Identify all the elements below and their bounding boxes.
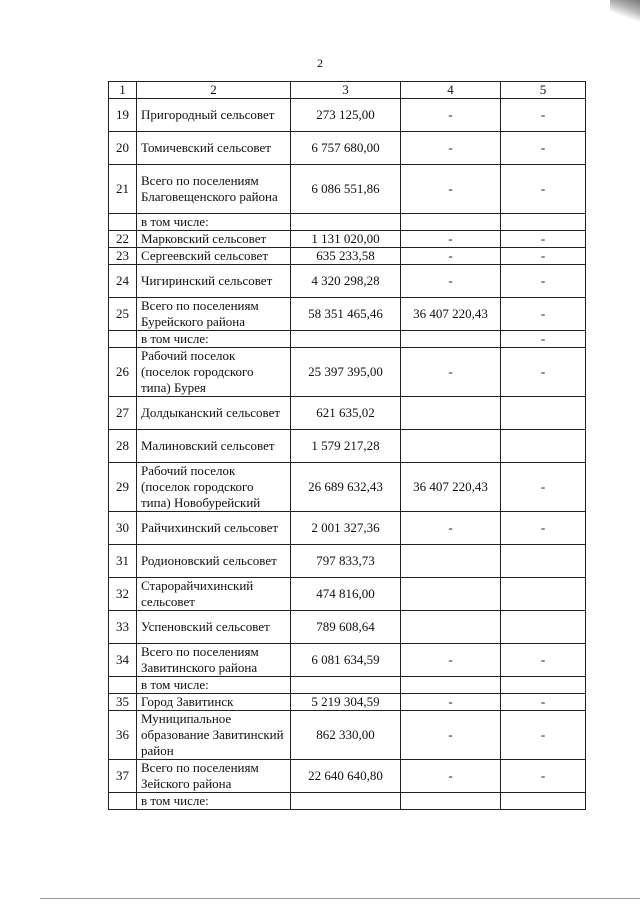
column-5-value-cell — [501, 793, 586, 810]
column-4-value-cell: - — [401, 694, 501, 711]
column-5-value-cell: - — [501, 760, 586, 793]
row-number-cell: 37 — [109, 760, 137, 793]
column-3-value-cell: 635 233,58 — [291, 248, 401, 265]
settlement-name-cell: Сергеевский сельсовет — [137, 248, 291, 265]
column-4-value-cell: - — [401, 248, 501, 265]
column-3-value-cell — [291, 793, 401, 810]
row-number-cell: 21 — [109, 165, 137, 214]
column-5-value-cell — [501, 430, 586, 463]
column-5-value-cell: - — [501, 99, 586, 132]
column-5-value-cell — [501, 677, 586, 694]
table-row — [109, 348, 586, 397]
column-4-value-cell: 36 407 220,43 — [401, 463, 501, 512]
row-number-cell: 20 — [109, 132, 137, 165]
column-4-value-cell: - — [401, 512, 501, 545]
row-number-cell: 32 — [109, 578, 137, 611]
column-5-value-cell: - — [501, 644, 586, 677]
column-4-value-cell — [401, 397, 501, 430]
settlement-name-cell: в том числе: — [137, 793, 291, 810]
scan-bottom-edge — [40, 898, 640, 899]
settlement-name-cell: Рабочий поселок (поселок городского типа) Новобурейский — [137, 463, 291, 512]
column-4-value-cell: - — [401, 348, 501, 397]
settlement-name-cell: Рабочий поселок (поселок городского типа) Бурея — [137, 348, 291, 397]
row-number-cell: 29 — [109, 463, 137, 512]
row-number-cell: 23 — [109, 248, 137, 265]
table-row — [109, 611, 586, 644]
column-5-value-cell: - — [501, 694, 586, 711]
column-4-value-cell: - — [401, 265, 501, 298]
row-number-cell: 27 — [109, 397, 137, 430]
table-row — [109, 99, 586, 132]
scan-corner-mark — [610, 0, 640, 22]
column-5-value-cell: - — [501, 348, 586, 397]
column-4-value-cell — [401, 430, 501, 463]
column-3-value-cell: 474 816,00 — [291, 578, 401, 611]
table-row — [109, 677, 586, 694]
column-5-value-cell — [501, 397, 586, 430]
table-row — [109, 397, 586, 430]
column-4-value-cell — [401, 214, 501, 231]
column-4-value-cell: - — [401, 760, 501, 793]
row-number-cell: 31 — [109, 545, 137, 578]
column-3-value-cell: 797 833,73 — [291, 545, 401, 578]
column-4-value-cell — [401, 578, 501, 611]
row-number-cell — [109, 214, 137, 231]
settlement-name-cell: Чигиринский сельсовет — [137, 265, 291, 298]
budget-table — [108, 81, 586, 810]
column-5-value-cell: - — [501, 711, 586, 760]
column-4-value-cell — [401, 677, 501, 694]
column-4-value-cell: - — [401, 231, 501, 248]
row-number-cell: 24 — [109, 265, 137, 298]
header-cell-4: 4 — [401, 82, 501, 99]
column-4-value-cell: - — [401, 711, 501, 760]
column-5-value-cell — [501, 578, 586, 611]
column-4-value-cell: - — [401, 99, 501, 132]
column-3-value-cell: 5 219 304,59 — [291, 694, 401, 711]
row-number-cell: 33 — [109, 611, 137, 644]
column-4-value-cell: - — [401, 644, 501, 677]
column-3-value-cell: 1 579 217,28 — [291, 430, 401, 463]
column-3-value-cell: 2 001 327,36 — [291, 512, 401, 545]
settlement-name-cell: Пригородный сельсовет — [137, 99, 291, 132]
column-3-value-cell: 22 640 640,80 — [291, 760, 401, 793]
column-3-value-cell — [291, 677, 401, 694]
settlement-name-cell: в том числе: — [137, 677, 291, 694]
page-number: 2 — [317, 56, 323, 70]
row-number-cell: 35 — [109, 694, 137, 711]
column-5-value-cell — [501, 611, 586, 644]
table-row — [109, 298, 586, 331]
column-3-value-cell — [291, 214, 401, 231]
table-row — [109, 711, 586, 760]
column-3-value-cell: 4 320 298,28 — [291, 265, 401, 298]
settlement-name-cell: Марковский сельсовет — [137, 231, 291, 248]
table-row — [109, 265, 586, 298]
settlement-name-cell: Родионовский сельсовет — [137, 545, 291, 578]
column-3-value-cell: 862 330,00 — [291, 711, 401, 760]
column-5-value-cell: - — [501, 132, 586, 165]
row-number-cell — [109, 793, 137, 810]
column-3-value-cell: 26 689 632,43 — [291, 463, 401, 512]
column-5-value-cell — [501, 545, 586, 578]
header-cell-5: 5 — [501, 82, 586, 99]
column-4-value-cell: - — [401, 165, 501, 214]
settlement-name-cell: Долдыканский сельсовет — [137, 397, 291, 430]
column-5-value-cell: - — [501, 331, 586, 348]
table-row — [109, 578, 586, 611]
row-number-cell: 25 — [109, 298, 137, 331]
column-4-value-cell: 36 407 220,43 — [401, 298, 501, 331]
row-number-cell: 36 — [109, 711, 137, 760]
header-cell-3: 3 — [291, 82, 401, 99]
row-number-cell: 34 — [109, 644, 137, 677]
table-row — [109, 231, 586, 248]
table-row — [109, 694, 586, 711]
table-header-row — [109, 82, 586, 99]
column-5-value-cell: - — [501, 248, 586, 265]
column-4-value-cell — [401, 611, 501, 644]
settlement-name-cell: Всего по поселениям Завитинского района — [137, 644, 291, 677]
column-3-value-cell: 58 351 465,46 — [291, 298, 401, 331]
row-number-cell: 28 — [109, 430, 137, 463]
table-row — [109, 793, 586, 810]
table-row — [109, 644, 586, 677]
settlement-name-cell: Малиновский сельсовет — [137, 430, 291, 463]
column-5-value-cell: - — [501, 298, 586, 331]
settlement-name-cell: Всего по поселениям Бурейского района — [137, 298, 291, 331]
settlement-name-cell: Томичевский сельсовет — [137, 132, 291, 165]
table-row — [109, 132, 586, 165]
settlement-name-cell: Старорайчихинский сельсовет — [137, 578, 291, 611]
column-3-value-cell: 6 081 634,59 — [291, 644, 401, 677]
settlement-name-cell: Всего по поселениям Благовещенского района — [137, 165, 291, 214]
settlement-name-cell: Успеновский сельсовет — [137, 611, 291, 644]
column-3-value-cell: 1 131 020,00 — [291, 231, 401, 248]
table-row — [109, 248, 586, 265]
column-5-value-cell: - — [501, 231, 586, 248]
row-number-cell — [109, 677, 137, 694]
column-4-value-cell — [401, 545, 501, 578]
column-3-value-cell: 6 086 551,86 — [291, 165, 401, 214]
table-row — [109, 512, 586, 545]
settlement-name-cell: Всего по поселениям Зейского района — [137, 760, 291, 793]
table-row — [109, 760, 586, 793]
row-number-cell: 30 — [109, 512, 137, 545]
settlement-name-cell: в том числе: — [137, 331, 291, 348]
column-3-value-cell: 273 125,00 — [291, 99, 401, 132]
row-number-cell: 26 — [109, 348, 137, 397]
column-3-value-cell: 621 635,02 — [291, 397, 401, 430]
table-row — [109, 214, 586, 231]
column-3-value-cell: 789 608,64 — [291, 611, 401, 644]
column-5-value-cell: - — [501, 265, 586, 298]
settlement-name-cell: Муниципальное образование Завитинский район — [137, 711, 291, 760]
row-number-cell: 22 — [109, 231, 137, 248]
column-3-value-cell: 6 757 680,00 — [291, 132, 401, 165]
table-row — [109, 463, 586, 512]
column-3-value-cell — [291, 331, 401, 348]
table-row — [109, 331, 586, 348]
settlement-name-cell: в том числе: — [137, 214, 291, 231]
table-row — [109, 165, 586, 214]
settlement-name-cell: Город Завитинск — [137, 694, 291, 711]
table-row — [109, 430, 586, 463]
column-5-value-cell: - — [501, 512, 586, 545]
column-5-value-cell — [501, 214, 586, 231]
header-cell-2: 2 — [137, 82, 291, 99]
row-number-cell — [109, 331, 137, 348]
column-4-value-cell — [401, 793, 501, 810]
row-number-cell: 19 — [109, 99, 137, 132]
header-cell-1: 1 — [109, 82, 137, 99]
column-3-value-cell: 25 397 395,00 — [291, 348, 401, 397]
settlement-name-cell: Райчихинский сельсовет — [137, 512, 291, 545]
column-5-value-cell: - — [501, 463, 586, 512]
table-row — [109, 545, 586, 578]
column-5-value-cell: - — [501, 165, 586, 214]
column-4-value-cell — [401, 331, 501, 348]
column-4-value-cell: - — [401, 132, 501, 165]
